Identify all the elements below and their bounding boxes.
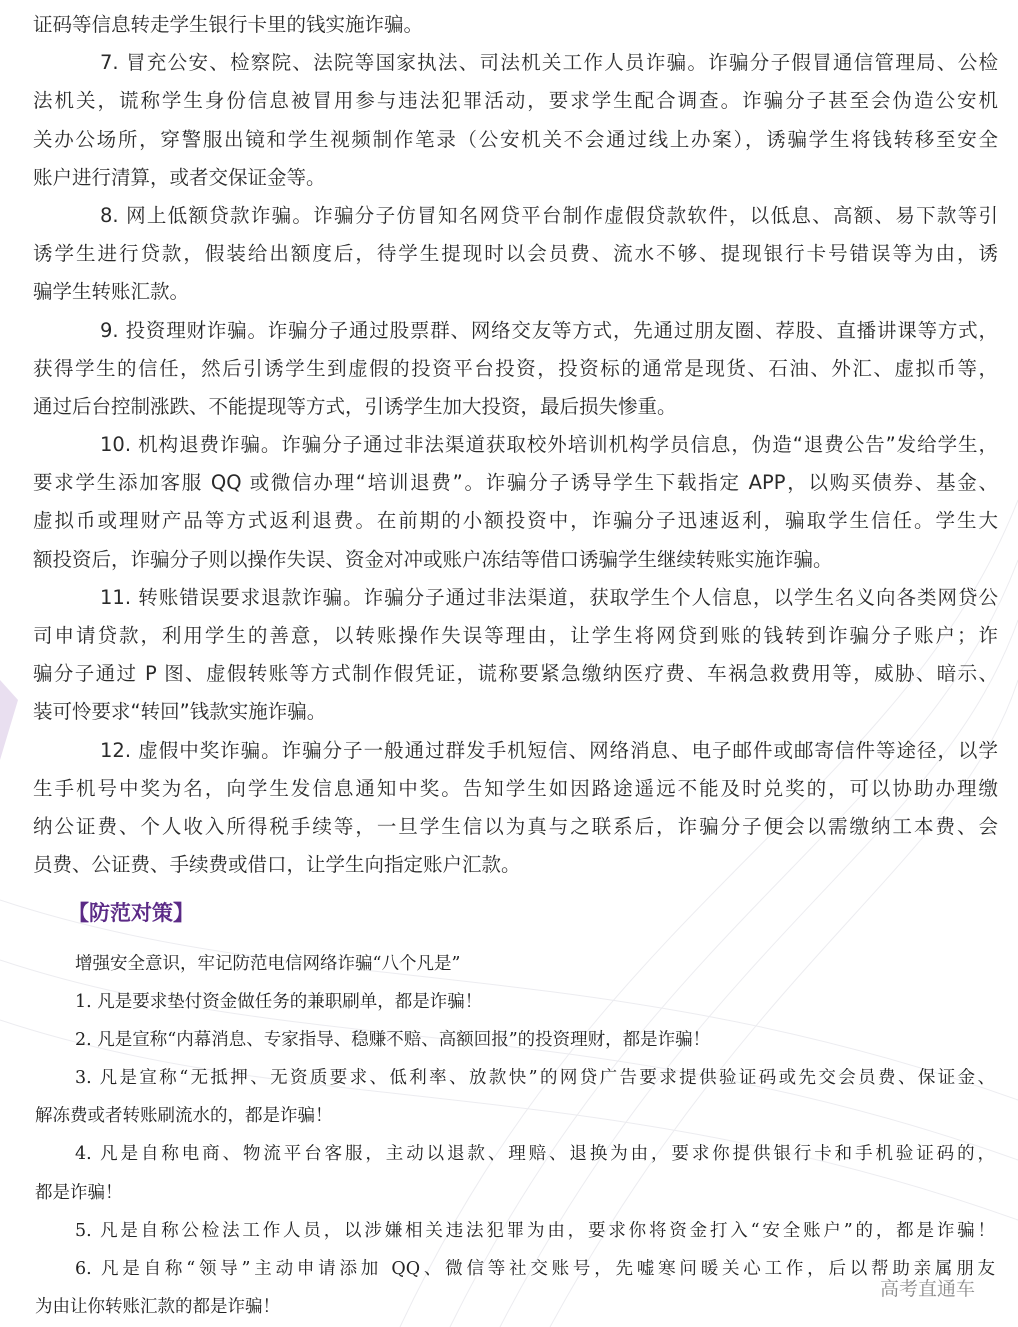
text-line: 10. 机构退费诈骗。诈骗分子通过非法渠道获取校外培训机构学员信息，伪造“退费公告”发给学生， (100, 433, 998, 457)
text-line: 司申请贷款，利用学生的善意，以转账操作失误等理由，让学生将网贷到账的钱转到诈骗分子账户；诈 (33, 624, 998, 647)
text-line: 1. 凡是要求垫付资金做任务的兼职刷单，都是诈骗！ (75, 992, 483, 1013)
text-line: 2. 凡是宣称“内幕消息、专家指导、稳赚不赔、高额回报”的投资理财，都是诈骗！ (75, 1030, 711, 1051)
text-line: 12. 虚假中奖诈骗。诈骗分子一般通过群发手机短信、网络消息、电子邮件或邮寄信件等途径，以学 (100, 738, 998, 762)
text-line: 证码等信息转走学生银行卡里的钱实施诈骗。 (33, 13, 424, 36)
text-line: 骗学生转账汇款。 (33, 280, 190, 304)
text-line: 6. 凡是自称“领导”主动申请添加 QQ、微信等社交账号，先嘘寒问暖关心工作，后以帮助亲属朋友 (75, 1258, 995, 1279)
text-line: 员费、公证费、手续费或借口，让学生向指定账户汇款。 (33, 853, 521, 877)
text-line: 8. 网上低额贷款诈骗。诈骗分子仿冒知名网贷平台制作虚假贷款软件，以低息、高额、易下款等引 (100, 203, 998, 227)
text-line: 通过后台控制涨跌、不能提现等方式，引诱学生加大投资，最后损失惨重。 (33, 394, 677, 418)
text-line: 为由让你转账汇款的都是诈骗！ (35, 1296, 280, 1317)
text-line: 诱学生进行贷款，假装给出额度后，待学生提现时以会员费、流水不够、提现银行卡号错误等为由，诱 (33, 242, 998, 266)
text-line: 7. 冒充公安、检察院、法院等国家执法、司法机关工作人员诈骗。诈骗分子假冒通信管理局、公检 (100, 51, 998, 75)
text-line: 3. 凡是宣称“无抵押、无资质要求、低利率、放款快”的网贷广告要求提供验证码或先交会员费、保证金、 (75, 1068, 995, 1089)
text-line: 都是诈骗！ (35, 1182, 123, 1203)
text-line: 5. 凡是自称公检法工作人员，以涉嫌相关违法犯罪为由，要求你将资金打入“安全账户”的，都是诈骗！ (75, 1220, 995, 1241)
prevention-list (35, 945, 995, 1326)
section-heading-prevention: 【防范对策】 (68, 901, 194, 925)
text-line: 骗分子通过 P 图、虚假转账等方式制作假凭证，谎称要紧急缴纳医疗费、车祸急救费用等，威胁、暗示、 (33, 662, 998, 686)
text-line: 法机关，谎称学生身份信息被冒用参与违法犯罪活动，要求学生配合调查。诈骗分子甚至会伪造公安机 (33, 89, 998, 113)
text-line: 要求学生添加客服 QQ 或微信办理“培训退费”。诈骗分子诱导学生下载指定 APP，以购买债券、基金、 (33, 471, 998, 495)
text-line: 4. 凡是自称电商、物流平台客服，主动以退款、理赔、退换为由，要求你提供银行卡和手机验证码的， (75, 1144, 995, 1165)
text-line: 纳公证费、个人收入所得税手续等，一旦学生信以为真与之联系后，诈骗分子便会以需缴纳工本费、会 (33, 814, 998, 838)
text-line: 9. 投资理财诈骗。诈骗分子通过股票群、网络交友等方式，先通过朋友圈、荐股、直播讲课等方式， (100, 318, 998, 342)
fraud-types-section (33, 6, 998, 884)
watermark: 高考直通车 (880, 1278, 976, 1300)
text-line: 11. 转账错误要求退款诈骗。诈骗分子通过非法渠道，获取学生个人信息，以学生名义向各类网贷公 (100, 585, 998, 609)
text-line: 账户进行清算，或者交保证金等。 (33, 165, 326, 189)
text-line: 生手机号中奖为名，向学生发信息通知中奖。告知学生如因路途遥远不能及时兑奖的，可以协助办理缴 (33, 776, 998, 800)
text-line: 装可怜要求“转回”钱款实施诈骗。 (33, 700, 327, 724)
text-line: 获得学生的信任，然后引诱学生到虚假的投资平台投资，投资标的通常是现货、石油、外汇、虚拟币等， (33, 356, 998, 380)
text-line: 关办公场所，穿警服出镜和学生视频制作笔录（公安机关不会通过线上办案），诱骗学生将钱转移至安全 (33, 127, 998, 151)
text-line: 增强安全意识，牢记防范电信网络诈骗“八个凡是” (75, 954, 461, 974)
text-line: 虚拟币或理财产品等方式返利退费。在前期的小额投资中，诈骗分子迅速返利，骗取学生信任。学生大 (33, 509, 998, 533)
text-line: 额投资后，诈骗分子则以操作失误、资金对冲或账户冻结等借口诱骗学生继续转账实施诈骗。 (33, 547, 833, 571)
text-line: 解冻费或者转账刷流水的，都是诈骗！ (35, 1106, 333, 1127)
